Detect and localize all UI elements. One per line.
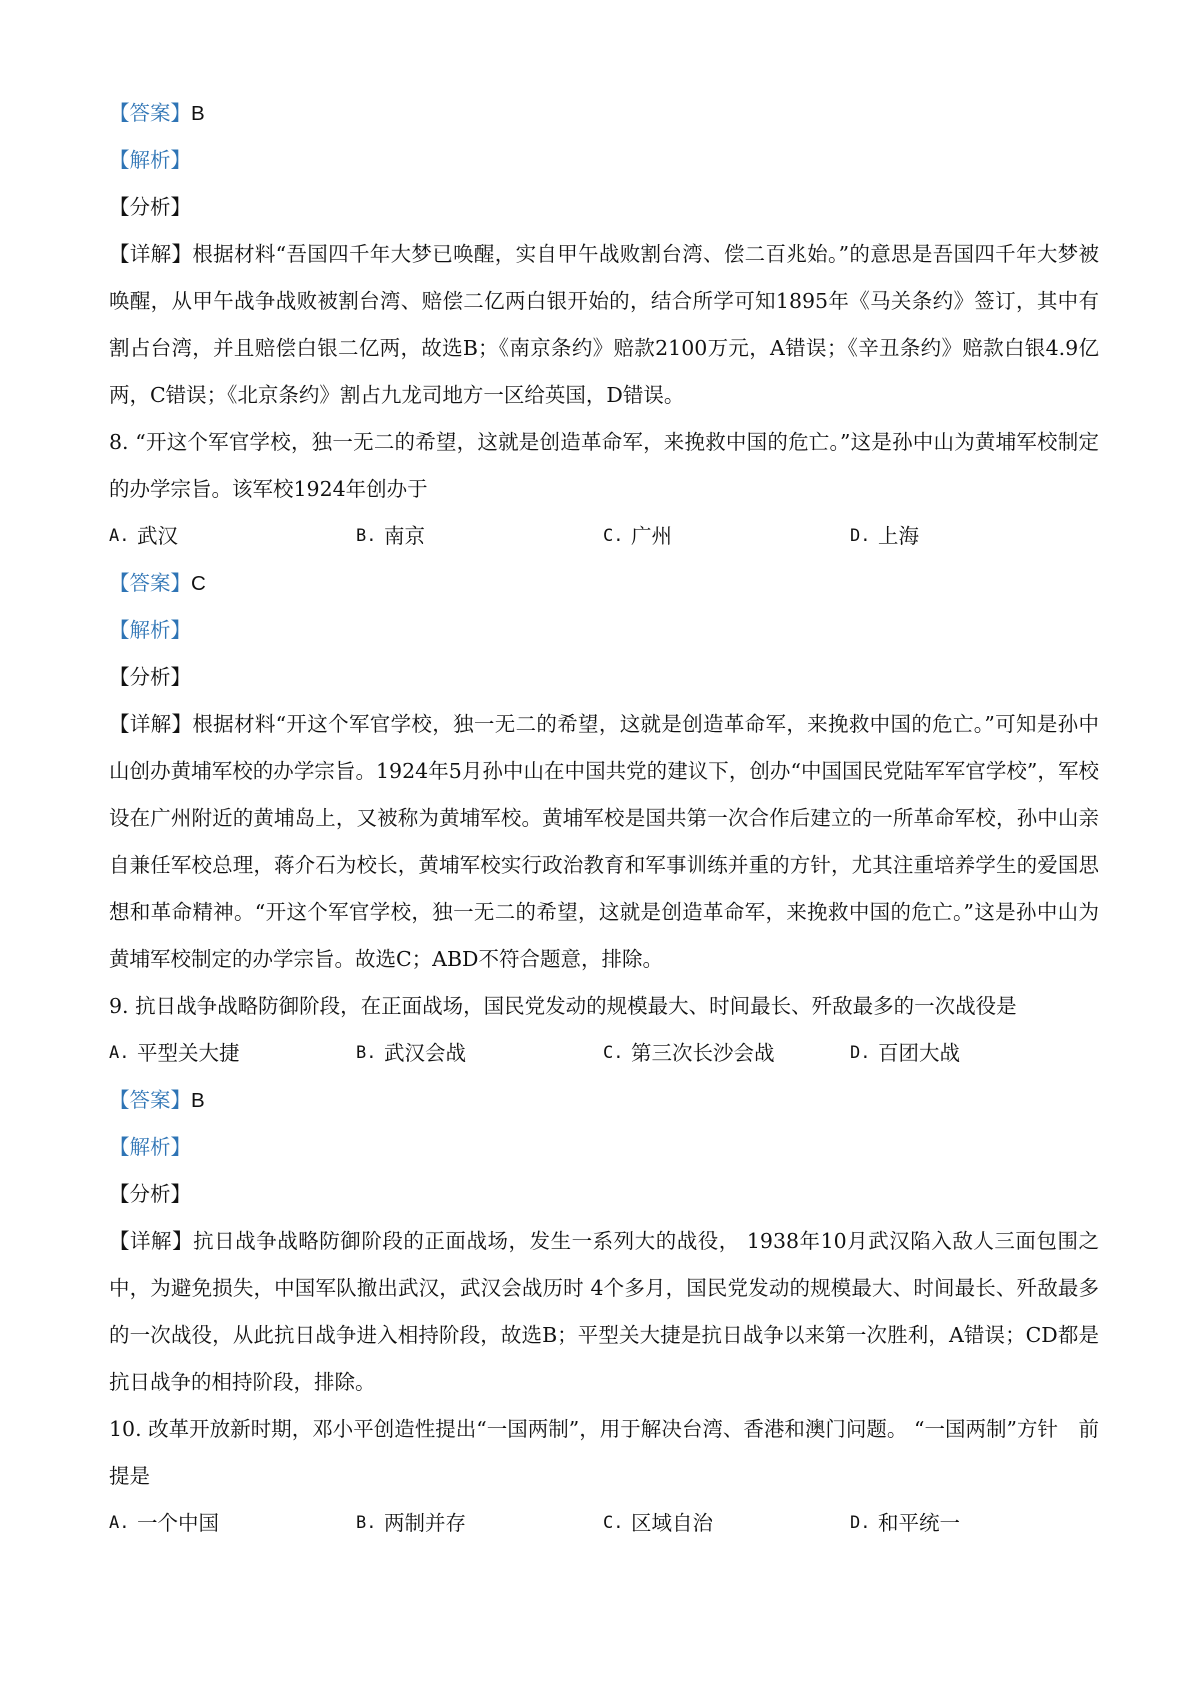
- option-c[interactable]: [603, 513, 850, 560]
- q9-fenxi: [109, 1171, 1099, 1218]
- q9-jiexi: [109, 1124, 1099, 1171]
- option-text: 平型关大捷: [137, 1041, 240, 1065]
- q8-detail: [109, 701, 1099, 983]
- option-letter: C.: [603, 1043, 624, 1063]
- option-letter: A.: [109, 1043, 130, 1063]
- q7-jiexi: [109, 137, 1099, 184]
- option-text: 和平统一: [878, 1511, 960, 1535]
- q9-detail: [109, 1218, 1099, 1406]
- option-letter: B.: [356, 1513, 377, 1533]
- option-c[interactable]: [603, 1500, 850, 1547]
- q8-jiexi: [109, 607, 1099, 654]
- option-b[interactable]: [356, 513, 603, 560]
- q7-answer: [109, 90, 1099, 137]
- option-letter: D.: [850, 526, 871, 546]
- q8-fenxi: [109, 654, 1099, 701]
- detail-tag: 【详解】: [109, 242, 193, 266]
- option-d[interactable]: [850, 1500, 1097, 1547]
- jiexi-tag: 【解析】: [109, 1135, 191, 1159]
- option-d[interactable]: [850, 1030, 1097, 1077]
- option-letter: D.: [850, 1513, 871, 1533]
- answer-value: C: [191, 572, 206, 595]
- detail-text: 抗日战争战略防御阶段的正面战场，发生一系列大的战役， 1938年10月武汉陷入敌人三面包围之中，为避免损失，中国军队撤出武汉，武汉会战历时 4个多月，国民党发动的规模最大、时间最长、歼敌最多的一次战役，从此抗日战争进入相持阶段，故选B；平型关大捷是抗日战争以来第一次胜利，A错误；CD都是抗日战争的相持阶段，排除。: [109, 1229, 1099, 1394]
- option-c[interactable]: [603, 1030, 850, 1077]
- answer-tag: 【答案】: [109, 1088, 191, 1112]
- answer-tag: 【答案】: [109, 571, 191, 595]
- answer-tag: 【答案】: [109, 101, 191, 125]
- option-letter: C.: [603, 1513, 624, 1533]
- option-b[interactable]: [356, 1030, 603, 1077]
- q7-fenxi: [109, 184, 1099, 231]
- detail-text: 根据材料“开这个军官学校，独一无二的希望，这就是创造革命军，来挽救中国的危亡。”可知是孙中山创办黄埔军校的办学宗旨。1924年5月孙中山在中国共党的建议下，创办“中国国民党陆军军官学校”，军校设在广州附近的黄埔岛上，又被称为黄埔军校。黄埔军校是国共第一次合作后建立的一所革命军校，孙中山亲自兼任军校总理，蒋介石为校长，黄埔军校实行政治教育和军事训练并重的方针，尤其注重培养学生的爱国思想和革命精神。“开这个军官学校，独一无二的希望，这就是创造革命军，来挽救中国的危亡。”这是孙中山为黄埔军校制定的办学宗旨。故选C；ABD不符合题意，排除。: [109, 712, 1100, 971]
- option-text: 上海: [878, 524, 919, 548]
- option-letter: A.: [109, 1513, 130, 1533]
- q8-answer: [109, 560, 1099, 607]
- fenxi-tag: 【分析】: [109, 1182, 191, 1206]
- detail-tag: 【详解】: [109, 1229, 194, 1253]
- q10-options: [109, 1500, 1099, 1547]
- option-text: 百团大战: [878, 1041, 960, 1065]
- option-d[interactable]: [850, 513, 1097, 560]
- q9-options: [109, 1030, 1099, 1077]
- document-page: [109, 90, 1099, 1547]
- option-text: 南京: [384, 524, 425, 548]
- option-letter: B.: [356, 526, 377, 546]
- option-text: 武汉: [137, 524, 178, 548]
- option-a[interactable]: [109, 513, 356, 560]
- option-letter: D.: [850, 1043, 871, 1063]
- answer-value: B: [191, 1089, 205, 1112]
- option-text: 广州: [631, 524, 672, 548]
- option-text: 第三次长沙会战: [631, 1041, 775, 1065]
- option-letter: C.: [603, 526, 624, 546]
- jiexi-tag: 【解析】: [109, 148, 191, 172]
- option-b[interactable]: [356, 1500, 603, 1547]
- option-text: 两制并存: [384, 1511, 466, 1535]
- q9-answer: [109, 1077, 1099, 1124]
- option-text: 一个中国: [137, 1511, 219, 1535]
- option-a[interactable]: [109, 1030, 356, 1077]
- detail-tag: 【详解】: [109, 712, 193, 736]
- option-text: 武汉会战: [384, 1041, 466, 1065]
- option-text: 区域自治: [631, 1511, 713, 1535]
- q8-stem: 8. “开这个军官学校，独一无二的希望，这就是创造革命军，来挽救中国的危亡。”这是孙中山为黄埔军校制定的办学宗旨。该军校1924年创办于: [109, 430, 1099, 501]
- fenxi-tag: 【分析】: [109, 665, 191, 689]
- answer-value: B: [191, 102, 205, 125]
- q7-detail: [109, 231, 1099, 419]
- option-letter: B.: [356, 1043, 377, 1063]
- option-a[interactable]: [109, 1500, 356, 1547]
- option-letter: A.: [109, 526, 130, 546]
- q8-options: [109, 513, 1099, 560]
- detail-text: 根据材料“吾国四千年大梦已唤醒，实自甲午战败割台湾、偿二百兆始。”的意思是吾国四千年大梦被唤醒，从甲午战争战败被割台湾、赔偿二亿两白银开始的，结合所学可知1895年《马关条约》签订，其中有割占台湾，并且赔偿白银二亿两，故选B；《南京条约》赔款2100万元，A错误；《辛丑条约》赔款白银4.9亿两，C错误；《北京条约》割占九龙司地方一区给英国，D错误。: [109, 242, 1100, 407]
- jiexi-tag: 【解析】: [109, 618, 191, 642]
- fenxi-tag: 【分析】: [109, 195, 191, 219]
- q9-stem: 9. 抗日战争战略防御阶段，在正面战场，国民党发动的规模最大、时间最长、歼敌最多的一次战役是: [109, 994, 1017, 1018]
- q10-stem: 10. 改革开放新时期，邓小平创造性提出“一国两制”，用于解决台湾、香港和澳门问题。 “一国两制”方针 前提是: [109, 1417, 1099, 1488]
